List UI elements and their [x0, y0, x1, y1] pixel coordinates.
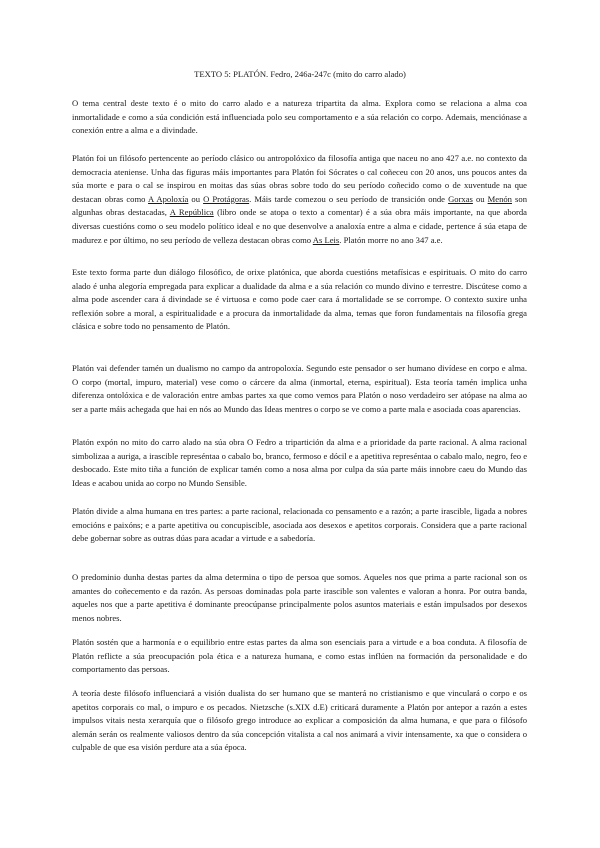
work-leis: As Leis [312, 234, 340, 245]
paragraph-1: O tema central deste texto é o mito do carro alado e a natureza tripartita da alma. Explora como se relaciona a alma coa inmortalidade e como a súa condición está influenciada polo seu comportamento e a súa relación co corpo. Ademais, menciónase a conexión entre a alma e a divindade. [72, 98, 527, 136]
paragraph-7: O predominio dunha destas partes da alma determina o tipo de persoa que somos. Aqueles nos que prima a parte racional son os amantes do coñecemento e da razón. As persoas dominadas pola parte irascible son valentes e valoran a honra. Por outra banda, aqueles nos que a parte apetitiva é dominante preocúpanse principalmente polos asuntos materiais e están impulsados por desexos menos nobres. [72, 572, 527, 623]
work-protagoras: O Protágoras [203, 193, 250, 204]
p2-text-f: (libro onde se atopa o texto a comentar) é a súa obra máis importante, na que aborda diversas cuestións como o seu modelo político ideal e no que desenvolve a analoxía entre a alma e cidade, pertence á súa etapa de madurez e por último, no seu período de velleza destacan obras como [72, 207, 527, 245]
work-apologia: A Apoloxía [148, 193, 189, 204]
p2-text-b: ou [188, 193, 204, 204]
paragraph-4: Platón vai defender tamén un dualismo no campo da antropoloxía. Segundo este pensador o ser humano divídese en corpo e alma. O corpo (mortal, impuro, material) vese como o cárcere da alma (inmortal, eterna, espiritual). Esta teoría tamén implica unha diferenza ontolóxica e de valoración entre ambas partes xa que como vemos para Platón o noso verdadeiro ser atópase na alma ao ser a parte máis achegada que hai en nós ao Mundo das Ideas mentres o corpo se ve como a parte mala e asociada coas aparencias. [72, 363, 527, 414]
p2-text-d: ou [472, 193, 488, 204]
paragraph-8: Platón sostén que a harmonía e o equilibrio entre estas partes da alma son esenciais para a virtude e a boa conduta. A filosofía de Platón reflicte a súa preocupación pola ética e a natureza humana, e como estas inflúen na formación da personalidade e do comportamento das persoas. [72, 637, 527, 675]
p2-text-g: . Platón morre no ano 347 a.e. [339, 234, 443, 245]
work-menon: Menón [487, 193, 512, 204]
paragraph-6: Platón divide a alma humana en tres partes: a parte racional, relacionada co pensamento e a razón; a parte irascible, ligada a nobres emocións e paixóns; e a parte apetitiva ou concupiscible, asociada aos desexos e apetitos corporais. Considera que a parte racional debe gobernar sobre as outras dúas para acadar a virtude e a sabedoría. [72, 506, 527, 544]
p2-text-c: . Máis tarde comezou o seu período de transición onde [249, 193, 449, 204]
p2-text-e: son algunhas obras destacadas, [72, 193, 527, 218]
paragraph-2 [72, 152, 527, 247]
paragraph-5: Platón expón no mito do carro alado na súa obra O Fedro a tripartición da alma e a prioridade da parte racional. A alma racional simbolizaa a auriga, a irascible represéntaa o cabalo bo, branco, fermoso e dócil e a apetitiva represéntaa o cabalo malo, negro, feo e desbocado. Este mito tiña a función de explicar tamén como a nosa alma por culpa da súa parte máis innobre caeu do Mundo das Ideas e acabou unida ao corpo no Mundo Sensible. [72, 437, 528, 488]
work-gorxas: Gorxas [448, 193, 473, 204]
paragraph-3: Este texto forma parte dun diálogo filosófico, de orixe platónica, que aborda cuestións metafísicas e espirituais. O mito do carro alado é unha alegoría empregada para explicar a dualidade da alma e a súa relación co mundo divino e terrestre. Discútese como a alma pode ascender cara á divindade se é virtuosa e como pode caer cara á mortalidade se se corrompe. O contexto suxire unha reflexión sobre a moral, a espiritualidade e a procura da inmortalidade da alma, temas que foron fundamentais na filosofía grega clásica e sobre todo no pensamento de Platón. [72, 267, 527, 332]
p2-text-a: Platón foi un filósofo pertencente ao período clásico ou antropolóxico da filosofía antiga que naceu no ano 427 a.e. no contexto da democracia ateniense. Unha das figuras máis importantes para Platón foi Sócrates o cal coñeceu con 20 anos, uns poucos antes da súa morte e para o cal se inspirou en moitas das súas obras sobre todo do seu período coñecido como o de xuventude na que destacan obras como [72, 153, 527, 204]
work-republica: A República [169, 207, 214, 218]
paragraph-9: A teoría deste filósofo influenciará a visión dualista do ser humano que se manterá no cristianismo e que vinculará o corpo e os apetitos corporais co mal, o impuro e os pecados. Nietzsche (s.XIX d.E) criticará duramente a Platón por antepor a razón a estes impulsos vitais nesta xerarquía que o filósofo grego introduce ao explicar a composición da alma humana, e que para o filósofo alemán serán os realmente valiosos dentro da súa concepción vitalista a cal nos animará a vivir intensamente, xa que o considera o culpable de que esa visión perdure ata a súa época. [72, 688, 527, 753]
document-title: TEXTO 5: PLATÓN. Fedro, 246a-247c (mito do carro alado) [194, 69, 406, 79]
